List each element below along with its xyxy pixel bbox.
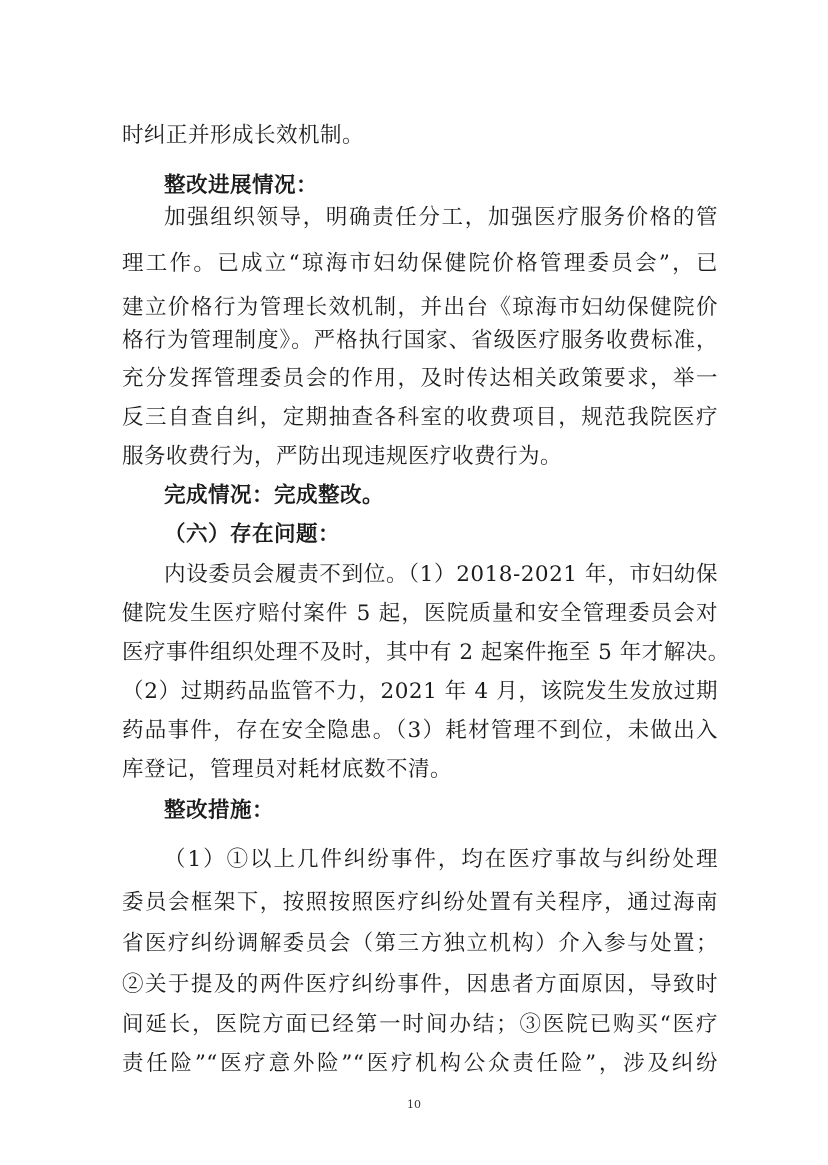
text-line: 省医疗纠纷调解委员会（第三方独立机构）介入参与处置； (122, 931, 718, 956)
text-line: 健院发生医疗赔付案件 5 起，医院质量和安全管理委员会对 (122, 601, 718, 626)
text-line: 加强组织领导，明确责任分工，加强医疗服务价格的管 (164, 205, 718, 230)
text-line: （2）过期药品监管不力，2021 年 4 月，该院发生发放过期 (122, 679, 718, 704)
text-line: 服务收费行为，严防出现违规医疗收费行为。 (122, 444, 563, 469)
text-line: 医疗事件组织处理不及时，其中有 2 起案件拖至 5 年才解决。 (122, 640, 730, 665)
text-line: 责任险”“医疗意外险”“医疗机构公众责任险”，涉及纠纷 (122, 1051, 718, 1076)
text-line: ②关于提及的两件医疗纠纷事件，因患者方面原因，导致时 (122, 972, 718, 997)
page-number: 10 (407, 1098, 421, 1111)
text-line: 内设委员会履责不到位。（1）2018-2021 年，市妇幼保 (164, 562, 718, 587)
text-line: 药品事件，存在安全隐患。（3）耗材管理不到位，未做出入 (122, 718, 718, 743)
completion-status: 完成情况：完成整改。 (164, 483, 385, 508)
text-line: （1）①以上几件纠纷事件，均在医疗事故与纠纷处理 (164, 847, 718, 872)
text-line: 格行为管理制度》。严格执行国家、省级医疗服务收费标准， (122, 328, 718, 353)
text-line: 委员会框架下，按照按照医疗纠纷处置有关程序，通过海南 (122, 890, 718, 915)
text-line: 时纠正并形成长效机制。 (122, 123, 365, 148)
text-line: 库登记，管理员对耗材底数不清。 (122, 757, 453, 782)
section-heading-issue-6: （六）存在问题： (164, 522, 341, 547)
section-heading-progress: 整改进展情况： (164, 173, 319, 198)
text-line: 理工作。已成立“琼海市妇幼保健院价格管理委员会”，已 (122, 251, 718, 276)
text-line: 建立价格行为管理长效机制，并出台《琼海市妇幼保健院价 (122, 295, 718, 320)
text-line: 反三自查自纠，定期抽查各科室的收费项目，规范我院医疗 (122, 405, 718, 430)
text-line: 充分发挥管理委员会的作用，及时传达相关政策要求，举一 (122, 366, 718, 391)
text-line: 间延长，医院方面已经第一时间办结；③医院已购买“医疗 (122, 1012, 718, 1037)
section-heading-measures: 整改措施： (164, 798, 275, 823)
